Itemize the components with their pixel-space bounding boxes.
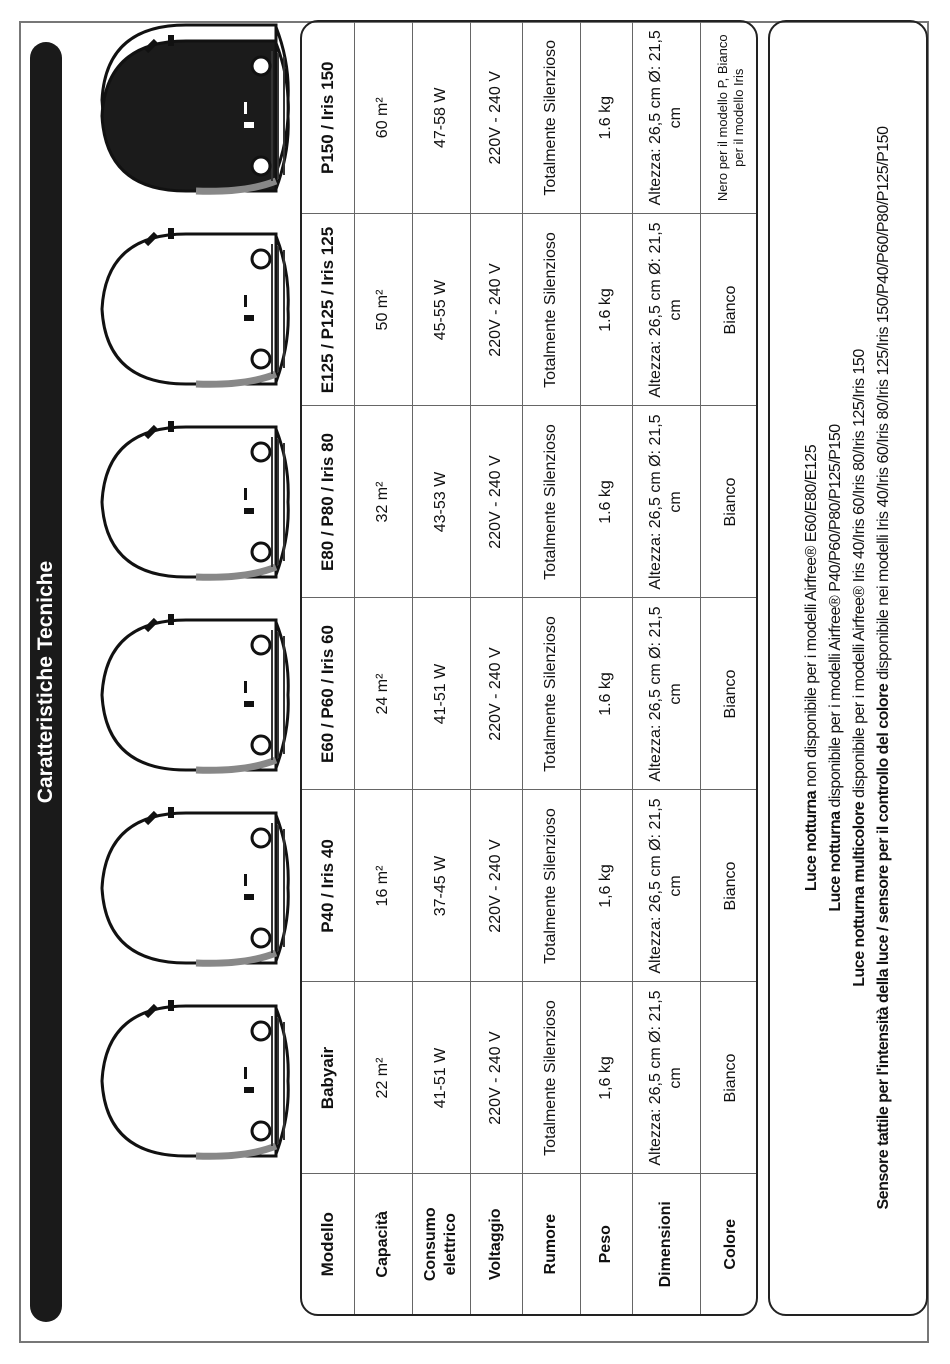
table-cell: Totalmente Silenzioso bbox=[522, 598, 580, 790]
table-cell: Bianco bbox=[700, 406, 758, 598]
row-label: Dimensioni bbox=[632, 1174, 700, 1314]
table-cell: Totalmente Silenzioso bbox=[522, 982, 580, 1174]
note-line bbox=[800, 445, 824, 891]
page-title bbox=[30, 42, 62, 1322]
note-text: non disponibile per i modelli Airfree® E60/E80/E125 bbox=[803, 444, 820, 791]
table-cell: 1.6 kg bbox=[580, 214, 632, 406]
spec-table bbox=[300, 20, 758, 1316]
note-line bbox=[824, 424, 848, 911]
table-cell: 22 m² bbox=[354, 982, 412, 1174]
table-cell: Altezza: 26,5 cm Ø: 21,5 cm bbox=[632, 598, 700, 790]
table-cell: 1,6 kg bbox=[580, 982, 632, 1174]
model-header: P40 / Iris 40 bbox=[302, 790, 354, 982]
table-cell: Nero per il modello P, Bianco per il modello Iris bbox=[700, 22, 758, 214]
note-line bbox=[872, 127, 896, 1210]
model-header: E60 / P60 / Iris 60 bbox=[302, 598, 354, 790]
table-cell: 43-53 W bbox=[412, 406, 470, 598]
page-title-text: Caratteristiche Tecniche bbox=[34, 560, 57, 804]
table-cell: 45-55 W bbox=[412, 214, 470, 406]
table-cell: 41-51 W bbox=[412, 982, 470, 1174]
table-cell: Altezza: 26,5 cm Ø: 21,5 cm bbox=[632, 22, 700, 214]
table-cell: 50 m² bbox=[354, 214, 412, 406]
row-label: Capacità bbox=[354, 1174, 412, 1314]
table-cell: 60 m² bbox=[354, 22, 412, 214]
row-label: Rumore bbox=[522, 1174, 580, 1314]
table-row bbox=[470, 22, 522, 1314]
table-cell: Totalmente Silenzioso bbox=[522, 790, 580, 982]
table-cell: Bianco bbox=[700, 214, 758, 406]
table-cell: 220V - 240 V bbox=[470, 790, 522, 982]
table-cell: 220V - 240 V bbox=[470, 598, 522, 790]
model-header: E80 / P80 / Iris 80 bbox=[302, 406, 354, 598]
table-cell: 32 m² bbox=[354, 406, 412, 598]
table-cell: 47-58 W bbox=[412, 22, 470, 214]
table-cell: Bianco bbox=[700, 790, 758, 982]
table-cell: 1.6 kg bbox=[580, 406, 632, 598]
air-purifier-icon bbox=[76, 793, 296, 983]
table-cell: 1.6 kg bbox=[580, 22, 632, 214]
row-label: Voltaggio bbox=[470, 1174, 522, 1314]
table-cell: Altezza: 26,5 cm Ø: 21,5 cm bbox=[632, 790, 700, 982]
table-cell: 24 m² bbox=[354, 598, 412, 790]
table-row bbox=[580, 22, 632, 1314]
table-cell: Altezza: 26,5 cm Ø: 21,5 cm bbox=[632, 406, 700, 598]
note-bold: Sensore tattile per l'intensità della luce / sensore per il controllo del colore bbox=[875, 683, 892, 1210]
table-row bbox=[632, 22, 700, 1314]
row-label: Consumo elettrico bbox=[412, 1174, 470, 1314]
table-cell: 220V - 240 V bbox=[470, 982, 522, 1174]
table-header-row bbox=[302, 22, 354, 1314]
table-cell: Bianco bbox=[700, 598, 758, 790]
air-purifier-icon bbox=[76, 986, 296, 1176]
table-cell: 1,6 kg bbox=[580, 790, 632, 982]
table-cell: Totalmente Silenzioso bbox=[522, 406, 580, 598]
air-purifier-icon bbox=[76, 21, 296, 211]
note-bold: Luce notturna bbox=[803, 790, 820, 892]
air-purifier-icon bbox=[76, 214, 296, 404]
air-purifier-icon bbox=[76, 600, 296, 790]
table-cell: 41-51 W bbox=[412, 598, 470, 790]
table-cell: 220V - 240 V bbox=[470, 22, 522, 214]
table-row bbox=[354, 22, 412, 1314]
table-row bbox=[700, 22, 758, 1314]
note-bold: Luce notturna multicolore bbox=[851, 801, 868, 987]
note-line bbox=[848, 349, 872, 986]
air-purifier-icon bbox=[76, 407, 296, 597]
note-bold: Luce notturna bbox=[827, 811, 844, 912]
table-cell: 220V - 240 V bbox=[470, 406, 522, 598]
table-cell: Totalmente Silenzioso bbox=[522, 214, 580, 406]
table-cell: 16 m² bbox=[354, 790, 412, 982]
table-cell: 220V - 240 V bbox=[470, 214, 522, 406]
note-text: disponibile nei modelli Iris 40/Iris 60/Iris 80/Iris 125/Iris 150/P40/P60/P80/P125/P150 bbox=[875, 126, 892, 684]
table-cell: Totalmente Silenzioso bbox=[522, 22, 580, 214]
model-header: Babyair bbox=[302, 982, 354, 1174]
table-row bbox=[522, 22, 580, 1314]
table-row bbox=[412, 22, 470, 1314]
note-text: disponibile per i modelli Airfree® P40/P60/P80/P125/P150 bbox=[827, 424, 844, 812]
table-cell: Bianco bbox=[700, 982, 758, 1174]
table-cell: Altezza: 26,5 cm Ø: 21,5 cm bbox=[632, 214, 700, 406]
row-label: Colore bbox=[700, 1174, 758, 1314]
model-header: P150 / Iris 150 bbox=[302, 22, 354, 214]
table-cell: Altezza: 26,5 cm Ø: 21,5 cm bbox=[632, 982, 700, 1174]
notes-box bbox=[768, 20, 928, 1316]
table-cell: 1.6 kg bbox=[580, 598, 632, 790]
table-cell: 37-45 W bbox=[412, 790, 470, 982]
row-label: Peso bbox=[580, 1174, 632, 1314]
header-label: Modello bbox=[302, 1174, 354, 1314]
model-header: E125 / P125 / Iris 125 bbox=[302, 214, 354, 406]
note-text: disponibile per i modelli Airfree® Iris 40/Iris 60/Iris 80/Iris 125/Iris 150 bbox=[851, 349, 868, 802]
